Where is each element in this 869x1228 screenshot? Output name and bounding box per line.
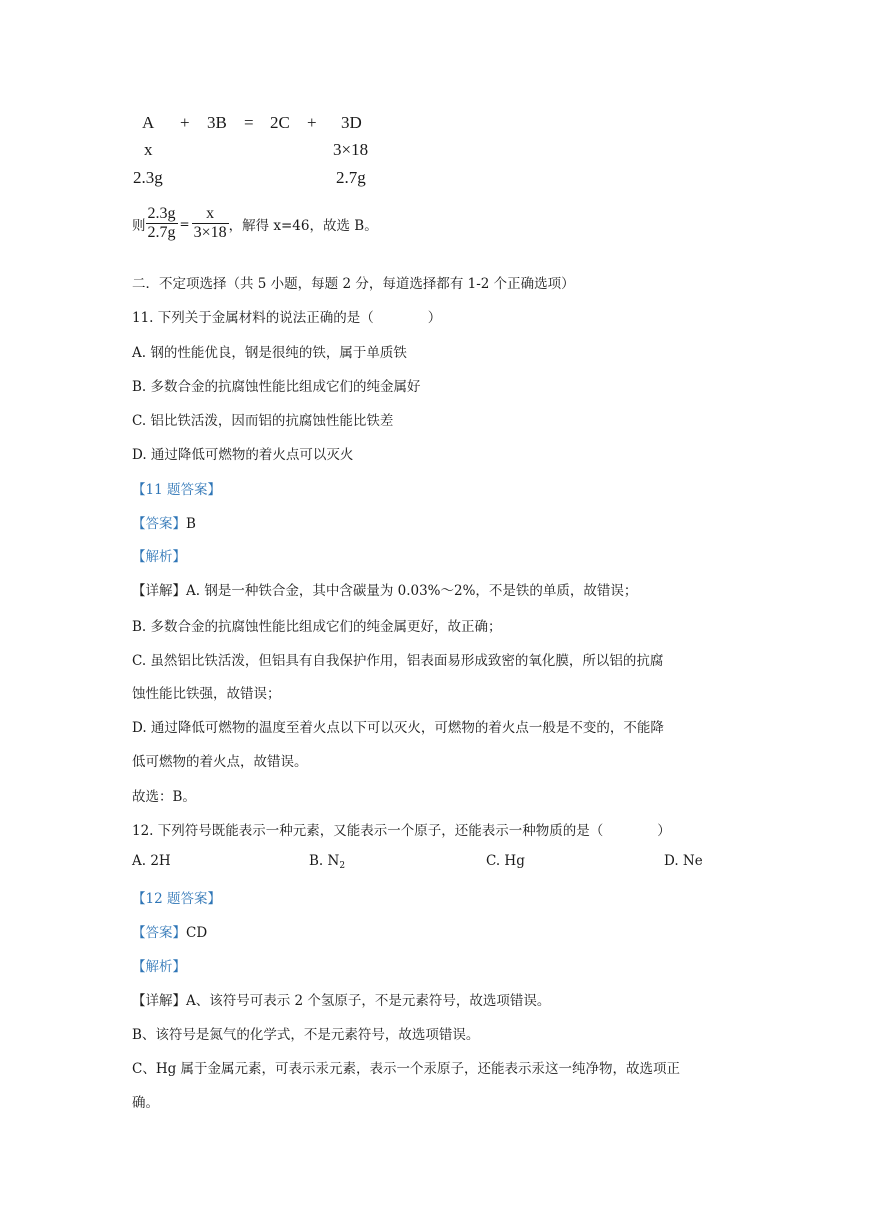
eq-term-a: A xyxy=(142,113,155,132)
q11-answer-tag: 【11 题答案】 xyxy=(132,482,221,498)
q12-stem: 12. 下列符号既能表示一种元素，又能表示一个原子，还能表示一种物质的是（ ） xyxy=(132,823,671,839)
q11-answer xyxy=(132,512,196,532)
q12-detail-c-line1: C、Hg 属于金属元素，可表示汞元素，表示一个汞原子，还能表示汞这一纯净物，故选项正 xyxy=(132,1061,681,1077)
q12-option-a: A. 2H xyxy=(132,853,171,869)
q11-stem: 11. 下列关于金属材料的说法正确的是（ ） xyxy=(132,310,442,326)
q12-analysis-tag: 【解析】 xyxy=(132,959,186,975)
eq-3x18: 3×18 xyxy=(333,140,369,159)
q12-detail-label: 【详解】 xyxy=(132,993,186,1009)
eq-term-2c: 2C xyxy=(270,113,290,132)
q11-detail-d-line2: 低可燃物的着火点，故错误。 xyxy=(132,754,308,770)
q12-option-b-text: B. N xyxy=(309,853,340,869)
q12-answer-tag: 【12 题答案】 xyxy=(132,891,221,907)
eq-plus-1: + xyxy=(180,113,190,132)
ratio-suffix: ，解得 x=46，故选 B。 xyxy=(228,217,378,234)
eq-plus-2: + xyxy=(307,113,317,132)
q12-detail-a-text: A、该符号可表示 2 个氢原子，不是元素符号，故选项错误。 xyxy=(186,993,551,1009)
q11-detail-b: B. 多数合金的抗腐蚀性能比组成它们的纯金属更好，故正确； xyxy=(132,619,502,635)
q11-answer-value: B xyxy=(186,516,196,532)
q12-option-d: D. Ne xyxy=(664,853,703,869)
q11-analysis-tag: 【解析】 xyxy=(132,549,186,565)
fraction-molar-numerator: x xyxy=(192,205,229,224)
q12-answer xyxy=(132,921,207,941)
eq-equals: = xyxy=(244,113,254,132)
q11-detail-a-text: A. 钢是一种铁合金，其中含碳量为 0.03%～2%，不是铁的单质，故错误； xyxy=(186,583,638,599)
eq-mass-a: 2.3g xyxy=(133,168,163,187)
q12-option-c: C. Hg xyxy=(486,853,525,869)
q12-detail-b: B、该符号是氮气的化学式，不是元素符号，故选项错误。 xyxy=(132,1027,480,1043)
q12-detail-c-line2: 确。 xyxy=(132,1095,159,1111)
q11-conclusion: 故选：B。 xyxy=(132,789,196,805)
fraction-molar-denominator: 3×18 xyxy=(193,224,227,241)
fraction-molar xyxy=(192,205,229,242)
q12-option-b xyxy=(309,853,345,871)
q11-option-c: C. 铝比铁活泼，因而铝的抗腐蚀性能比铁差 xyxy=(132,413,394,429)
q12-answer-value: CD xyxy=(186,925,208,941)
eq-term-3d: 3D xyxy=(341,113,362,132)
q12-answer-label: 【答案】 xyxy=(132,925,186,941)
q11-detail-a xyxy=(132,579,637,599)
ratio-prefix: 则 xyxy=(132,217,146,234)
eq-term-3b: 3B xyxy=(207,113,227,132)
q12-option-b-subscript: 2 xyxy=(339,861,346,871)
eq-x: x xyxy=(144,140,153,159)
fraction-mass xyxy=(146,205,178,242)
eq-mass-d: 2.7g xyxy=(336,168,366,187)
fraction-mass-denominator: 2.7g xyxy=(147,224,176,241)
ratio-equals: = xyxy=(179,216,190,231)
q11-option-a: A. 钢的性能优良，钢是很纯的铁，属于单质铁 xyxy=(132,345,407,361)
q11-detail-c-line2: 蚀性能比铁强，故错误； xyxy=(132,686,281,702)
q11-detail-d-line1: D. 通过降低可燃物的温度至着火点以下可以灭火，可燃物的着火点一般是不变的，不能降 xyxy=(132,720,664,736)
q11-option-b: B. 多数合金的抗腐蚀性能比组成它们的纯金属好 xyxy=(132,379,421,395)
q11-detail-c-line1: C. 虽然铝比铁活泼，但铝具有自我保护作用，铝表面易形成致密的氧化膜，所以铝的抗腐 xyxy=(132,653,664,669)
q12-detail-a xyxy=(132,989,550,1009)
q11-answer-label: 【答案】 xyxy=(132,516,186,532)
ratio-line xyxy=(132,205,378,242)
q11-detail-label: 【详解】 xyxy=(132,583,186,599)
q11-option-d: D. 通过降低可燃物的着火点可以灭火 xyxy=(132,447,354,463)
fraction-mass-numerator: 2.3g xyxy=(147,205,176,222)
section-title: 二．不定项选择（共 5 小题，每题 2 分，每道选择都有 1-2 个正确选项） xyxy=(132,276,575,292)
